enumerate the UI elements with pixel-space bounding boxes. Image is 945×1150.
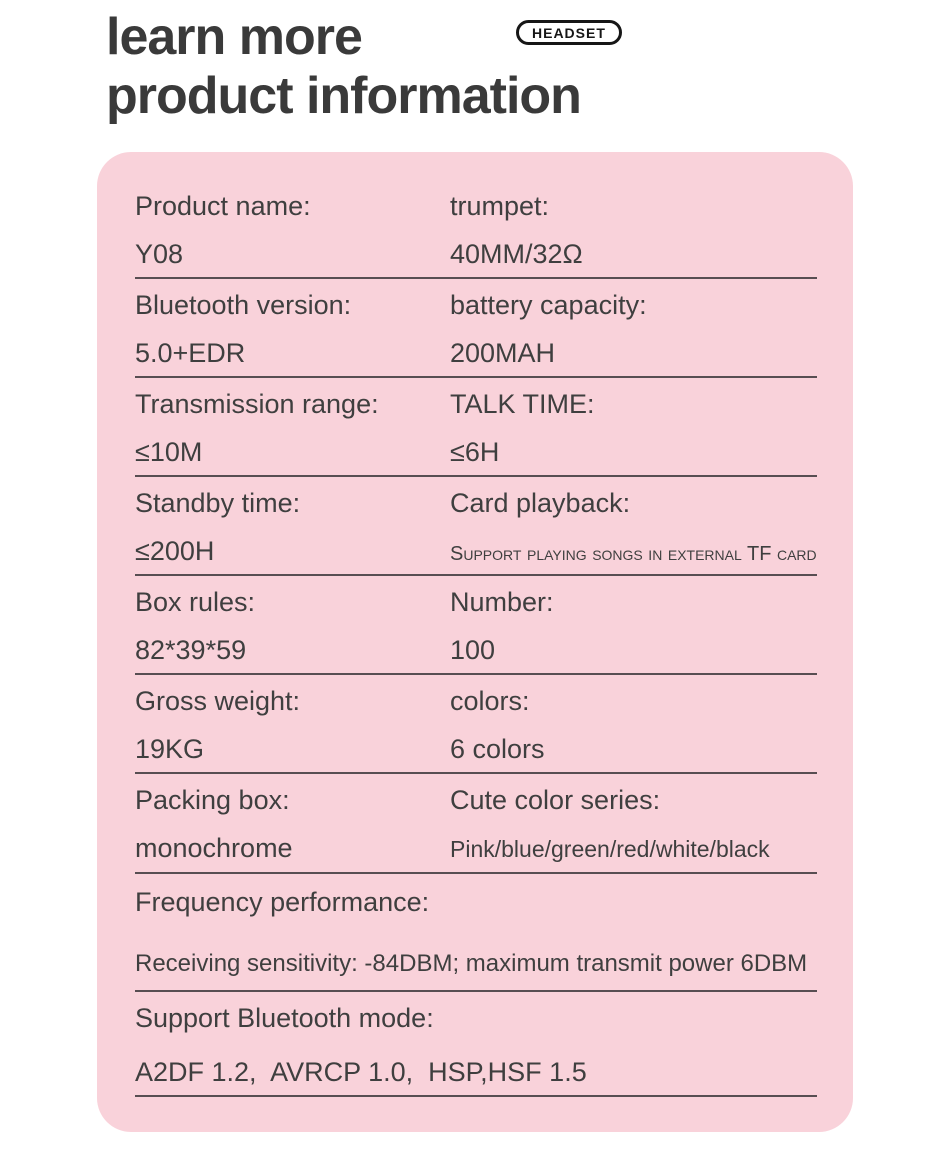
spec-label-left: Product name: xyxy=(135,191,311,221)
labels-line xyxy=(135,190,817,222)
labels-line xyxy=(135,388,817,420)
spec-value-left: 19KG xyxy=(135,734,205,764)
spec-value-left: monochrome xyxy=(135,833,293,863)
spec-label-right: TALK TIME: xyxy=(450,389,595,419)
spec-value-left: Y08 xyxy=(135,239,184,269)
spec-label: Support Bluetooth mode: xyxy=(135,1003,434,1033)
page-title-line1: learn more xyxy=(106,8,362,66)
spec-label-left: Gross weight: xyxy=(135,686,301,716)
spec-row-bluetooth-version xyxy=(135,279,817,378)
labels-line xyxy=(135,289,817,321)
spec-row-box-rules xyxy=(135,576,817,675)
spec-value-right: 40MM/32Ω xyxy=(450,239,583,269)
spec-label-right: Card playback: xyxy=(450,488,631,518)
values-line xyxy=(135,238,817,270)
values-line xyxy=(135,337,817,369)
spec-label-left: Standby time: xyxy=(135,488,301,518)
labels-line xyxy=(135,685,817,717)
spec-value-right: Support playing songs in external TF card xyxy=(450,543,817,565)
page-title xyxy=(106,8,581,126)
spec-row-gross-weight xyxy=(135,675,817,774)
spec-row-packing-box xyxy=(135,774,817,874)
spec-value-left: 82*39*59 xyxy=(135,635,247,665)
values-line xyxy=(135,634,817,666)
spec-value-left: ≤10M xyxy=(135,437,203,467)
spec-label-left: Transmission range: xyxy=(135,389,379,419)
spec-label-right: battery capacity: xyxy=(450,290,647,320)
spec-value-right: 200MAH xyxy=(450,338,556,368)
values-line xyxy=(135,832,817,865)
page-header xyxy=(106,8,581,126)
spec-row-transmission-range xyxy=(135,378,817,477)
spec-label: Frequency performance: xyxy=(135,887,430,917)
spec-value-left: ≤200H xyxy=(135,536,215,566)
spec-label-right: Number: xyxy=(450,587,554,617)
values-line xyxy=(135,733,817,765)
spec-row-product-name xyxy=(135,190,817,279)
spec-row-bluetooth-mode xyxy=(135,992,817,1097)
spec-value-left: 5.0+EDR xyxy=(135,338,246,368)
spec-value-right: 6 colors xyxy=(450,734,545,764)
spec-card xyxy=(97,152,853,1132)
headset-badge-label: HEADSET xyxy=(532,24,606,41)
spec-label-right: trumpet: xyxy=(450,191,550,221)
spec-label-left: Packing box: xyxy=(135,785,290,815)
spec-label-right: Cute color series: xyxy=(450,785,661,815)
values-line xyxy=(135,535,817,567)
spec-row-frequency-performance xyxy=(135,874,817,992)
spec-value: Receiving sensitivity: -84DBM; maximum transmit power 6DBM xyxy=(135,950,808,977)
page-title-line2: product information xyxy=(106,67,581,125)
spec-value-right: 100 xyxy=(450,635,496,665)
spec-label-left: Box rules: xyxy=(135,587,256,617)
headset-badge xyxy=(516,20,622,45)
spec-value: A2DF 1.2, AVRCP 1.0, HSP,HSF 1.5 xyxy=(135,1057,587,1087)
spec-value-right: Pink/blue/green/red/white/black xyxy=(450,836,770,862)
spec-row-standby-time xyxy=(135,477,817,576)
spec-label-right: colors: xyxy=(450,686,530,716)
spec-label-left: Bluetooth version: xyxy=(135,290,352,320)
labels-line xyxy=(135,487,817,519)
labels-line xyxy=(135,784,817,816)
values-line xyxy=(135,436,817,468)
spec-value-right: ≤6H xyxy=(450,437,500,467)
labels-line xyxy=(135,586,817,618)
